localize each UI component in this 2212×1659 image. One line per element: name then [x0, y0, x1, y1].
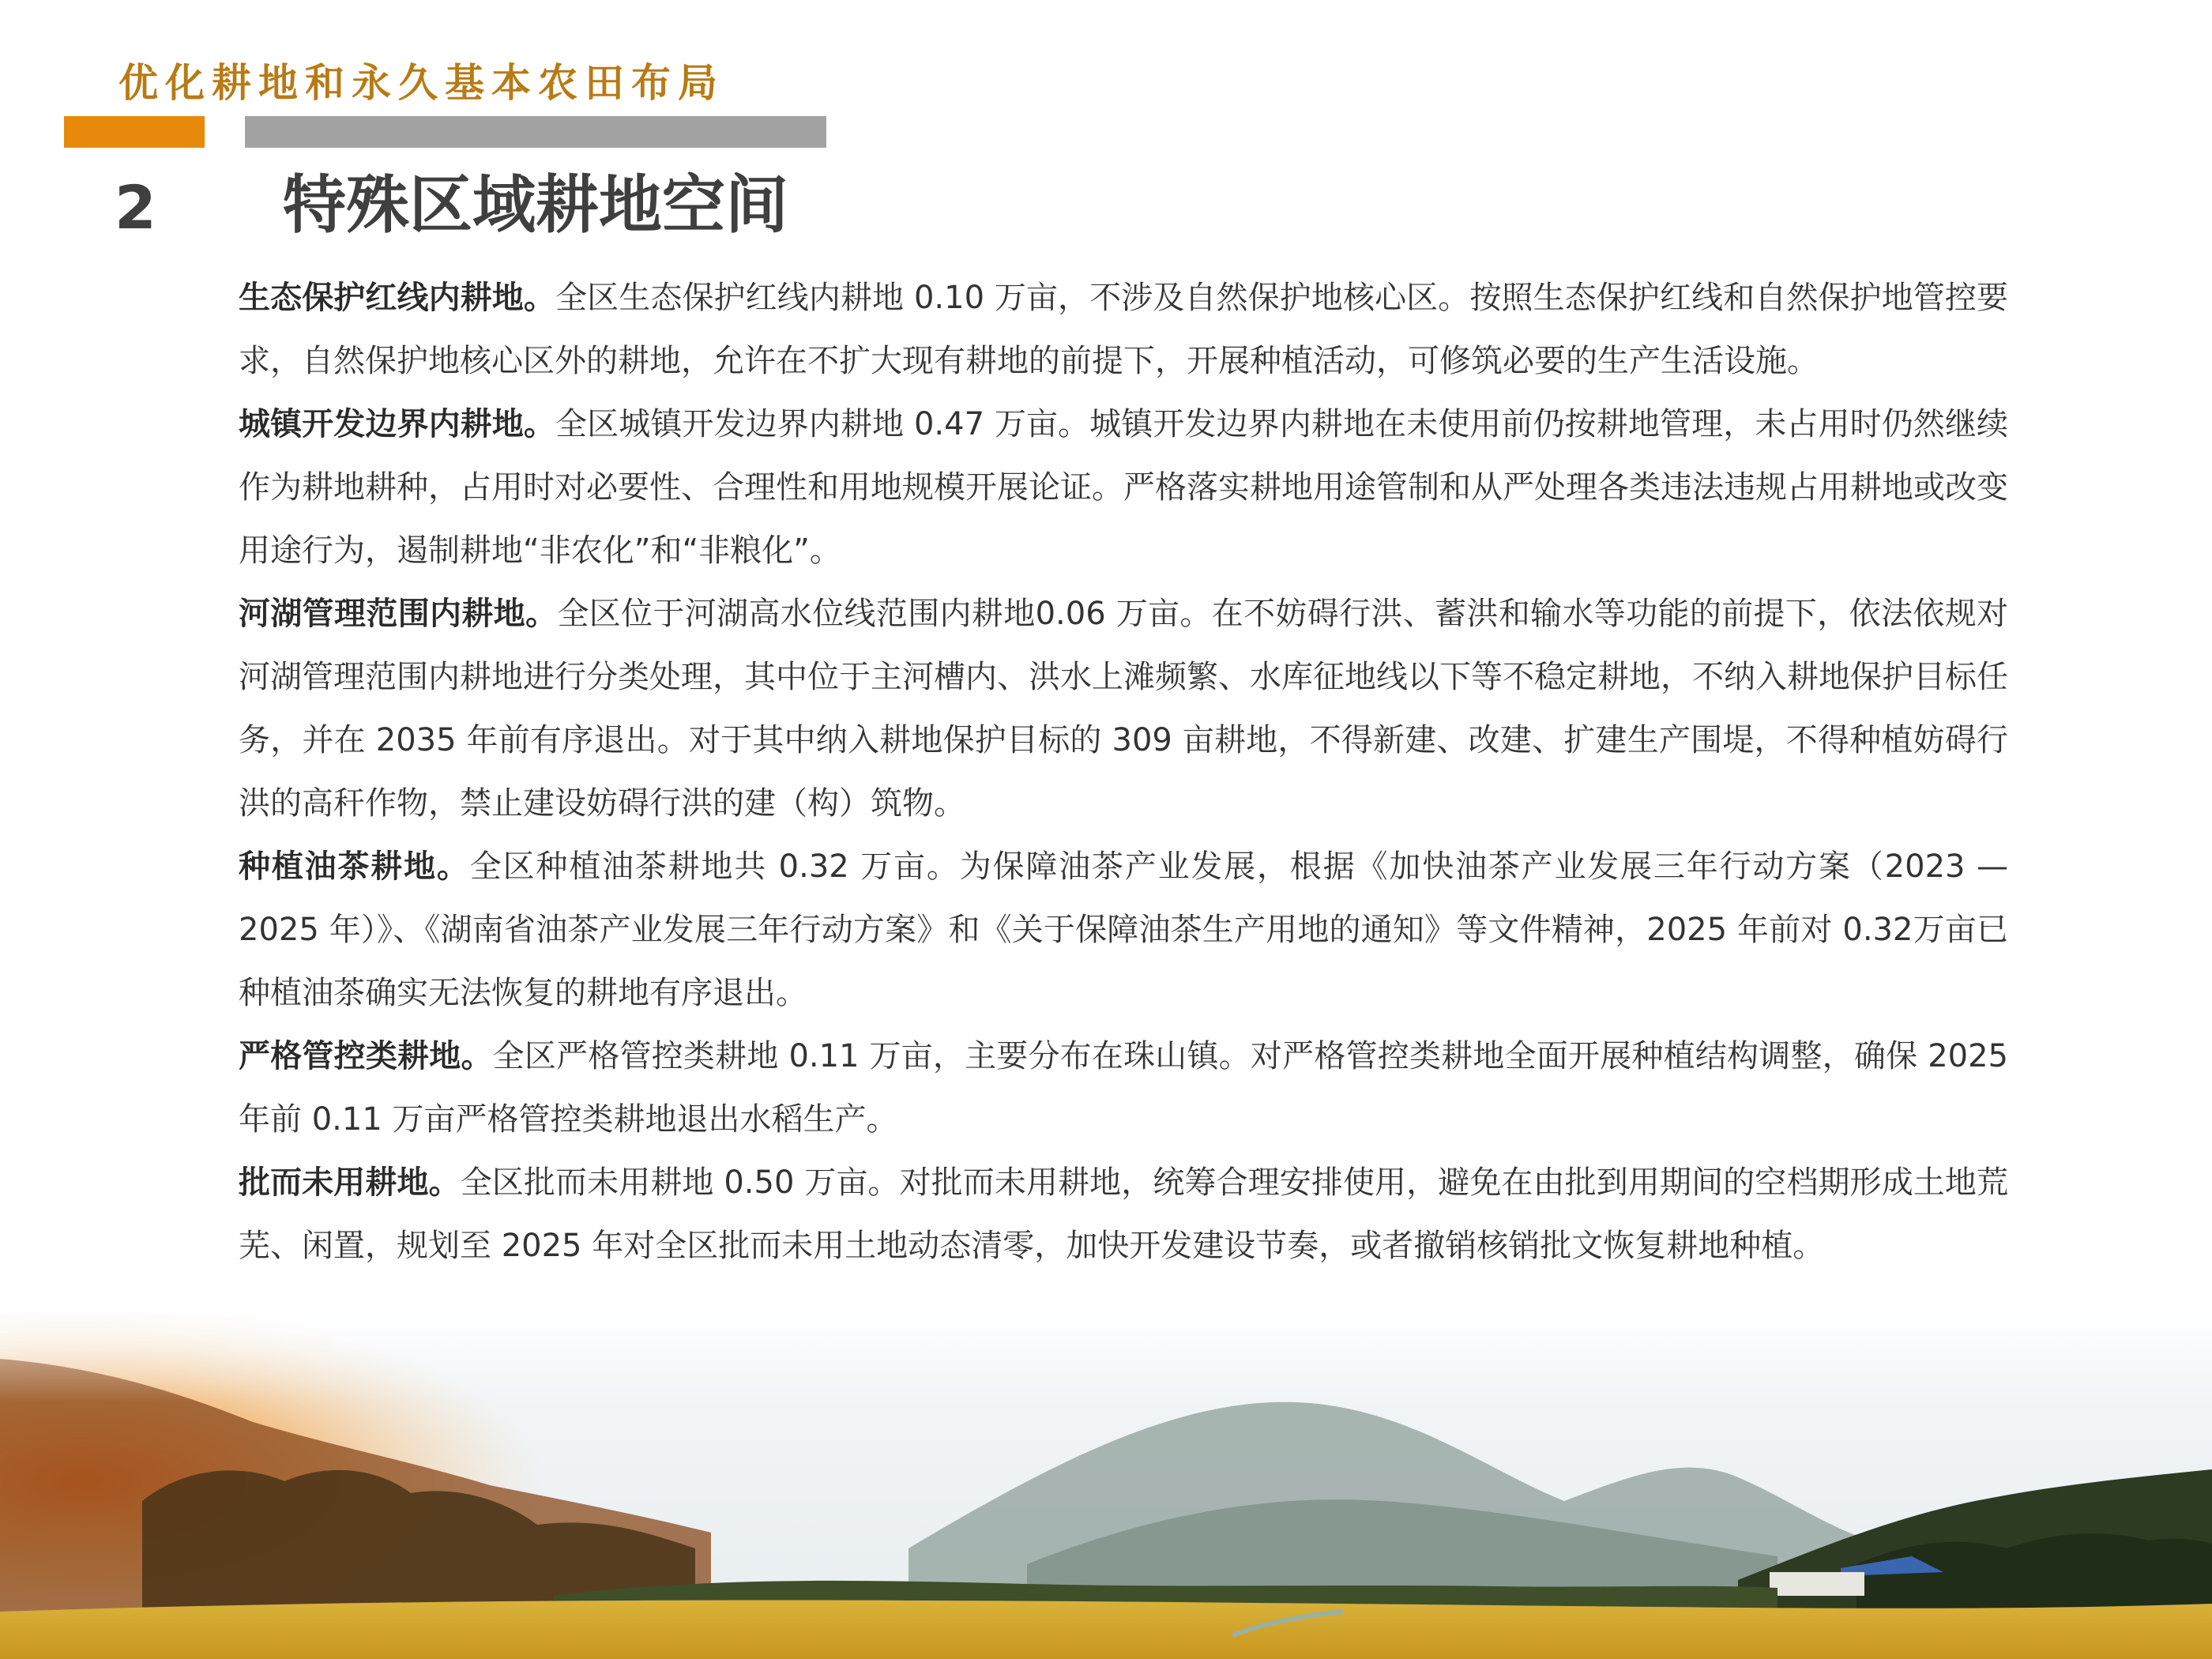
- landscape-image: [0, 1264, 2212, 1659]
- paragraph-text: 全区生态保护红线内耕地 0.10 万亩，不涉及自然保护地核心区。按照生态保护红线和自然保护地管控要求，自然保护地核心区外的耕地，允许在不扩大现有耕地的前提下，开展种植活动，可修筑必要的生产生活设施。: [239, 280, 2009, 379]
- paragraph-strict-control: [239, 1025, 2008, 1151]
- paragraph-urban-boundary: [239, 393, 2008, 582]
- header-gray-bar: [245, 116, 826, 148]
- paragraph-heading: 城镇开发边界内耕地。: [239, 406, 556, 442]
- section-title: 特殊区域耕地空间: [283, 168, 788, 242]
- paragraph-heading: 河湖管理范围内耕地。: [239, 596, 558, 632]
- header-accent-bar: [64, 116, 205, 148]
- paragraph-heading: 严格管控类耕地。: [239, 1038, 493, 1074]
- body-content: [239, 266, 2008, 1277]
- paragraph-oil-tea: [239, 835, 2008, 1025]
- paragraph-river-lake: [239, 582, 2008, 835]
- paragraph-heading: 种植油茶耕地。: [239, 848, 470, 885]
- paragraph-text: 全区严格管控类耕地 0.11 万亩，主要分布在珠山镇。对严格管控类耕地全面开展种植结构调整，确保 2025 年前 0.11 万亩严格管控类耕地退出水稻生产。: [239, 1038, 2009, 1138]
- paragraph-text: 全区位于河湖高水位线范围内耕地0.06 万亩。在不妨碍行洪、蓄洪和输水等功能的前提下，依法依规对河湖管理范围内耕地进行分类处理，其中位于主河槽内、洪水上滩频繁、水库征地线以下等不稳定耕地，不纳入耕地保护目标任务，并在 2035 年前有序退出。对于其中纳入耕地保护目标的 309 亩耕地，不得新建、改建、扩建生产围堤，不得种植妨碍行洪的高秆作物，禁止建设妨碍行洪的建（构）筑物。: [239, 596, 2008, 822]
- paragraph-text: 全区种植油茶耕地共 0.32 万亩。为保障油茶产业发展，根据《加快油茶产业发展三年行动方案（2023 —2025 年）》、《湖南省油茶产业发展三年行动方案》和《关于保障油茶生产用地的通知》等文件精神，2025 年前对 0.32万亩已种植油茶确实无法恢复的耕地有序退出。: [239, 848, 2008, 1011]
- paragraph-approved-unused: [239, 1151, 2008, 1277]
- paragraph-text: 全区城镇开发边界内耕地 0.47 万亩。城镇开发边界内耕地在未使用前仍按耕地管理，未占用时仍然继续作为耕地耕种，占用时对必要性、合理性和用地规模开展论证。严格落实耕地用途管制和从严处理各类违法违规占用耕地或改变用途行为，遏制耕地“非农化”和“非粮化”。: [239, 406, 2009, 569]
- paragraph-heading: 批而未用耕地。: [239, 1164, 461, 1201]
- section-number: 2: [115, 172, 156, 243]
- paragraph-heading: 生态保护红线内耕地。: [239, 280, 556, 316]
- paragraph-text: 全区批而未用耕地 0.50 万亩。对批而未用耕地，统筹合理安排使用，避免在由批到用期间的空档期形成土地荒芜、闲置，规划至 2025 年对全区批而未用土地动态清零，加快开发建设节奏，或者撤销核销批文恢复耕地种植。: [239, 1164, 2008, 1264]
- header-title: 优化耕地和永久基本农田布局: [118, 60, 724, 106]
- paragraph-ecological-redline: [239, 266, 2008, 393]
